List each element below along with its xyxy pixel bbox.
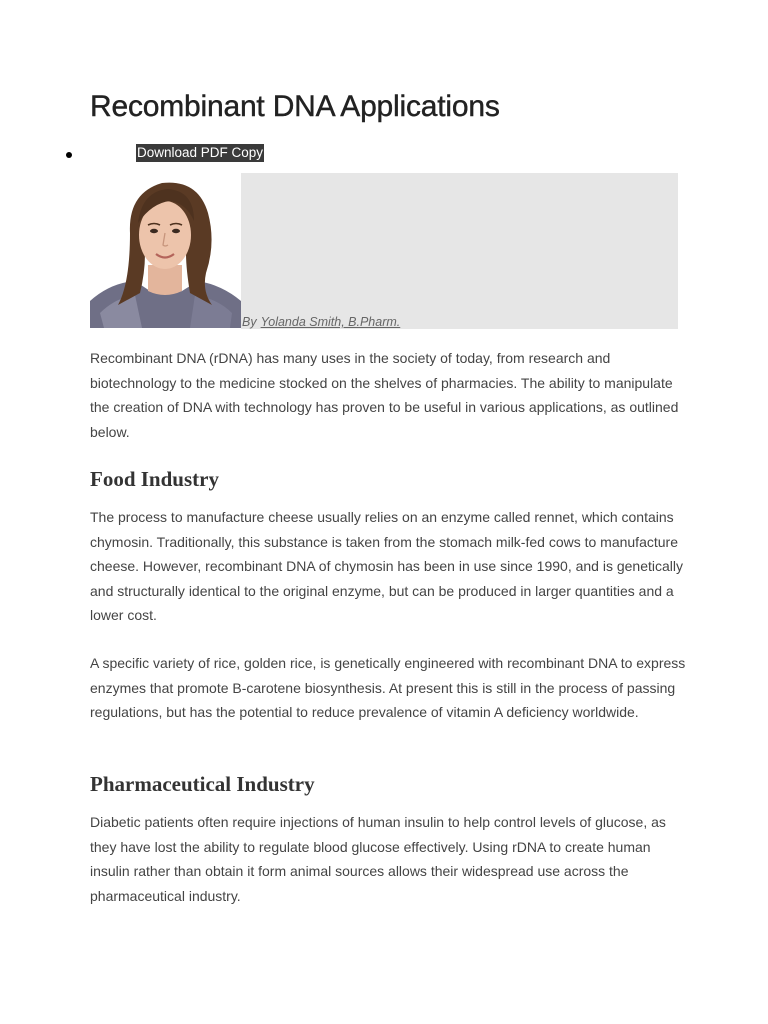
page-title: Recombinant DNA Applications xyxy=(90,90,500,123)
author-portrait-image xyxy=(90,173,241,328)
byline-prefix: By xyxy=(242,315,257,329)
food-paragraph-2: A specific variety of rice, golden rice, is genetically engineered with recombinant DNA to express enzymes that promote B-carotene biosynthesis. At present this is still in the process of passing regulations, but has the potential to reduce prevalence of vitamin A deficiency worldwide. xyxy=(90,655,686,721)
pharma-paragraph-1: Diabetic patients often require injections of human insulin to help control levels of glucose, as they have lost the ability to regulate blood glucose effectively. Using rDNA to create human insulin rather than obtain it form animal sources allows their widespread use across the pharmaceutical industry. xyxy=(90,814,666,904)
section-heading-pharmaceutical-industry: Pharmaceutical Industry xyxy=(90,772,315,796)
author-link[interactable]: Yolanda Smith, B.Pharm. xyxy=(260,315,401,329)
byline xyxy=(242,315,400,329)
ad-placeholder xyxy=(241,173,678,329)
download-pdf-button[interactable]: Download PDF Copy xyxy=(137,145,264,160)
author-avatar xyxy=(90,173,241,328)
list-bullet xyxy=(66,152,72,158)
intro-paragraph: Recombinant DNA (rDNA) has many uses in the society of today, from research and biotechnology to the medicine stocked on the shelves of pharmacies. The ability to manipulate the creation of DNA with technology has proven to be useful in various applications, as outlined below. xyxy=(90,350,679,440)
section-heading-food-industry: Food Industry xyxy=(90,467,219,491)
food-paragraph-1: The process to manufacture cheese usually relies on an enzyme called rennet, which contains chymosin. Traditionally, this substance is taken from the stomach milk-fed cows to manufacture cheese. However, recombinant DNA of chymosin has been in use since 1990, and is genetically and structurally identical to the original enzyme, but can be produced in larger quantities and a lower cost. xyxy=(90,509,684,624)
